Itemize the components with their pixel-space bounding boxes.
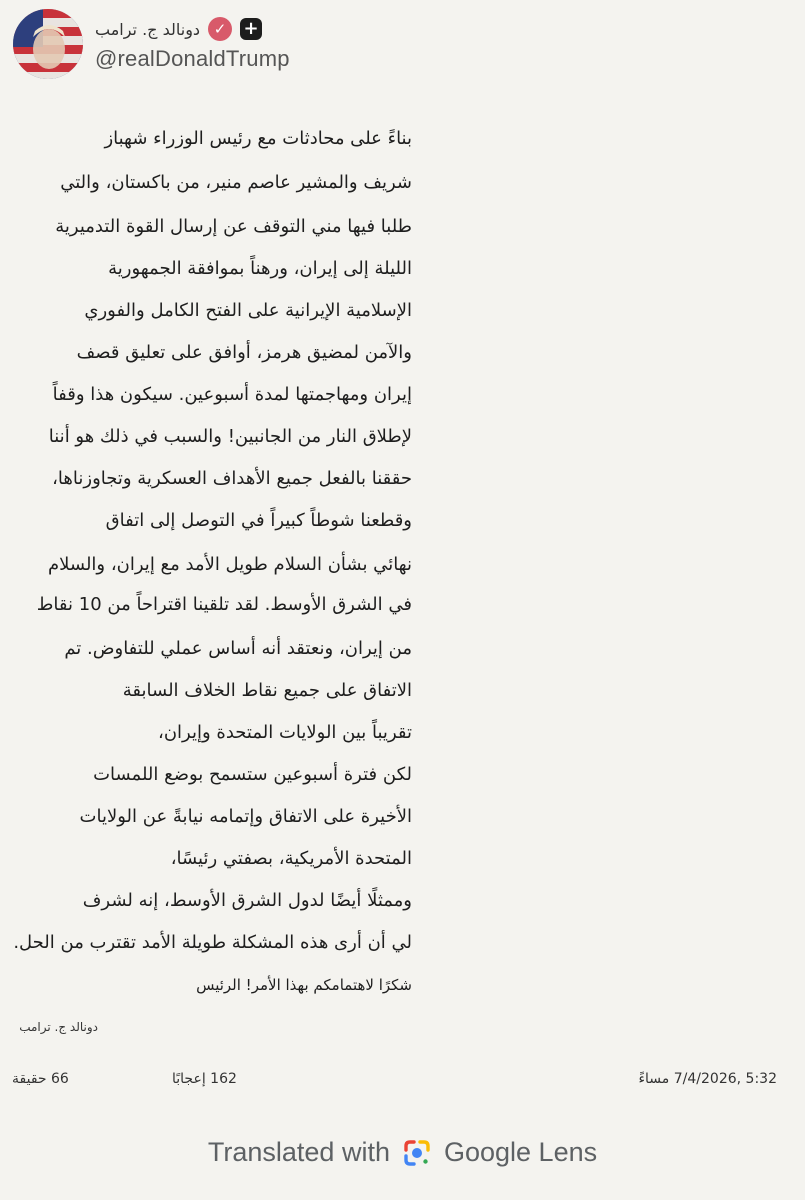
post-line: الأخيرة على الاتفاق وإتمامه نيابةً عن الولايات [79, 806, 412, 827]
lens-prefix-text: Translated with [207, 1137, 390, 1167]
post-line: شريف والمشير عاصم منير، من باكستان، والتي [60, 172, 412, 193]
post-signature: دونالد ج. ترامب [19, 1020, 98, 1034]
post-line: لكن فترة أسبوعين ستسمح بوضع اللمسات [93, 764, 412, 785]
post-line: في الشرق الأوسط. لقد تلقينا اقتراحاً من 10 نقاط [36, 594, 412, 615]
post-line: المتحدة الأمريكية، بصفتي رئيسًا، [170, 848, 412, 869]
post-line: الإسلامية الإيرانية على الفتح الكامل والفوري [84, 300, 412, 321]
post-line: والآمن لمضيق هرمز، أوافق على تعليق قصف [76, 342, 412, 363]
post-line: لي أن أرى هذه المشكلة طويلة الأمد تقترب من الحل. [13, 932, 412, 953]
follow-button[interactable]: + [240, 18, 262, 40]
post-line: بناءً على محادثات مع رئيس الوزراء شهباز [104, 128, 412, 149]
lens-brand-text: Google Lens [443, 1137, 598, 1167]
post-line: من إيران، ونعتقد أنه أساس عملي للتفاوض. تم [64, 638, 412, 659]
post-line: طلبا فيها مني التوقف عن إرسال القوة التدميرية [55, 216, 412, 237]
post-timestamp[interactable]: 5:32 ,7/4/2026 مساءً [638, 1071, 777, 1087]
post-line: شكرًا لاهتمامكم بهذا الأمر! الرئيس [196, 976, 412, 994]
display-name[interactable]: دونالد ج. ترامب [95, 19, 201, 39]
user-handle[interactable]: @realDonaldTrump [95, 46, 290, 71]
post-line: وممثلًا أيضًا لدول الشرق الأوسط، إنه لشرف [82, 890, 412, 911]
post-footer [0, 1063, 805, 1098]
post-line: إيران ومهاجمتها لمدة أسبوعين. سيكون هذا وقفاً [52, 384, 412, 405]
post-line: حققنا بالفعل جميع الأهداف العسكرية وتجاوزناها، [52, 468, 412, 489]
post-line: لإطلاق النار من الجانبين! والسبب في ذلك هو أننا [48, 426, 412, 447]
post-line: الاتفاق على جميع نقاط الخلاف السابقة [122, 680, 412, 701]
post-line: الليلة إلى إيران، ورهناً بموافقة الجمهورية [108, 258, 412, 279]
verified-badge-icon: ✓ [208, 17, 232, 41]
post-line: تقريباً بين الولايات المتحدة وإيران، [158, 722, 412, 743]
google-lens-icon [402, 1138, 432, 1168]
post-line: نهائي بشأن السلام طويل الأمد مع إيران، والسلام [48, 554, 412, 575]
post-line: وقطعنا شوطاً كبيراً في التوصل إلى اتفاق [105, 510, 412, 531]
likes-count[interactable]: 162 إعجابًا [172, 1071, 237, 1087]
google-lens-banner [0, 1120, 805, 1185]
truths-count[interactable]: 66 حقيقة [12, 1071, 69, 1087]
